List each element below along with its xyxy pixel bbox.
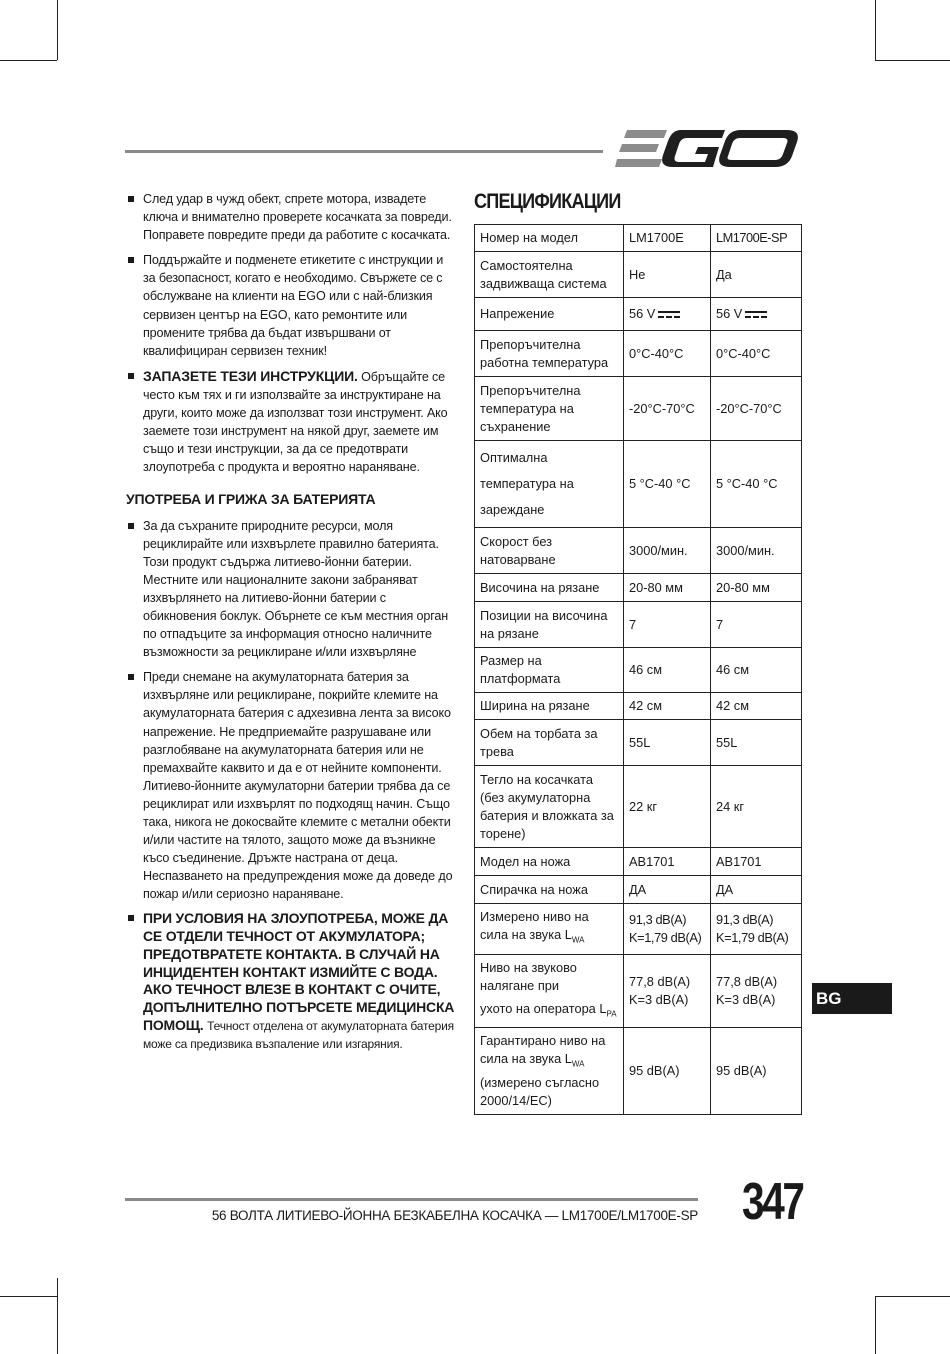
crop-mark [57, 0, 58, 60]
bullet-text: Течност отделена от акумулаторната батерия може са предизвика възпаление или изгаряния. [143, 1018, 454, 1052]
spec-label-line: Оптимална [480, 450, 548, 465]
subscript: WA [571, 935, 585, 945]
spec-value: 24 кг [711, 766, 802, 848]
spec-value-line: 91,3 dB(A) [629, 911, 687, 927]
spec-label [475, 1028, 624, 1115]
spec-value-line: 91,3 dB(A) [716, 911, 774, 927]
spec-value: ДА [711, 876, 802, 904]
spec-label-text: Измерено ниво на сила на звука L [480, 909, 589, 942]
spec-value-line: K=1,79 dB(A) [629, 929, 702, 945]
table-row [475, 377, 802, 441]
crop-mark [0, 60, 57, 61]
bullet-text: Поддържайте и подменете етикетите с инструкции и за безопасност, когато е необходимо. Свържете се с обслужване на клиенти на EGO или с най-близкия сервизен център на EGO, като ремонтите или промените трябва да бъдат извършвани от квалифициран сервизен техник! [143, 253, 444, 358]
spec-value: 0°C-40°C [711, 331, 802, 377]
spec-label-line: зареждане [480, 502, 545, 517]
spec-value: 55L [711, 720, 802, 766]
table-row [475, 954, 802, 1028]
spec-value: 5 °C-40 °C [624, 441, 711, 528]
table-row [475, 876, 802, 904]
spec-title: СПЕЦИФИКАЦИИ [474, 190, 621, 213]
spec-label [475, 954, 624, 1028]
spec-label: Спирачка на ножа [475, 876, 624, 904]
voltage-text: 56 V [716, 306, 743, 321]
table-row [475, 574, 802, 602]
spec-value: ДА [624, 876, 711, 904]
crop-mark [875, 1296, 950, 1297]
spec-value [711, 298, 802, 331]
spec-label-line: температура на [480, 476, 574, 491]
spec-label: Позиции на височина на рязане [475, 602, 624, 648]
bullet-text: За да съхраните природните ресурси, моля рециклирайте или изхвърлете правилно батерията. Този продукт съдържа литиево-йонни батерии. Местните или националните закони забраняват изхвърлянето на литиево-йонни батерии с обикновения боклук. Обърнете се към местния орган по отпадъците за информация относно наличните възможности за рециклиране и/или изхвърляне [143, 518, 449, 660]
spec-label: Препоръчителна работна температура [475, 331, 624, 377]
crop-mark [57, 1278, 58, 1354]
spec-label: Ширина на рязане [475, 693, 624, 720]
spec-label: Номер на модел [475, 225, 624, 252]
spec-value: AB1701 [624, 848, 711, 876]
spec-value: 55L [624, 720, 711, 766]
spec-value-line: K=1,79 dB(A) [716, 929, 789, 945]
spec-value [711, 954, 802, 1028]
spec-value: 20-80 мм [711, 574, 802, 602]
subscript: PA [606, 1009, 617, 1019]
footer-rule [125, 1198, 698, 1201]
bullet-heading: ПРИ УСЛОВИЯ НА ЗЛОУПОТРЕБА, МОЖЕ ДА СЕ ОТДЕЛИ ТЕЧНОСТ ОТ АКУМУЛАТОРА; ПРЕДОТВРАТЕТЕ КОНТАКТА. В СЛУЧАЙ НА ИНЦИДЕНТЕН КОНТАКТ ИЗМИЙТЕ С ВОДА. АКО ТЕЧНОСТ ВЛЕЗЕ В КОНТАКТ С ОЧИТЕ, ДОПЪЛНИТЕЛНО ПОТЪРСЕТЕ МЕДИЦИНСКА ПОМОЩ. [143, 910, 455, 1033]
table-row [475, 648, 802, 693]
spec-value [624, 904, 711, 955]
spec-label: Тегло на косачката (без акумулаторна батерия и вложката за торене) [475, 766, 624, 848]
table-row [475, 298, 802, 331]
spec-value: 46 см [624, 648, 711, 693]
spec-value-line: 77,8 dB(A) [629, 973, 691, 989]
spec-label: Напрежение [475, 298, 624, 331]
voltage-text: 56 V [629, 306, 656, 321]
crop-mark [875, 1296, 876, 1354]
spec-value [624, 954, 711, 1028]
spec-value: 3000/мин. [624, 528, 711, 574]
spec-value: AB1701 [711, 848, 802, 876]
spec-label-line: (измерено съгласно 2000/14/EC) [480, 1074, 600, 1108]
list-item [126, 251, 456, 360]
left-column [126, 190, 456, 1061]
spec-label: Препоръчителна температура на съхранение [475, 377, 624, 441]
spec-label [475, 904, 624, 955]
bullet-square-icon [128, 373, 134, 379]
spec-value: 46 см [711, 648, 802, 693]
spec-table [474, 224, 802, 1115]
spec-label-text: ухото на оператора L [480, 1000, 607, 1016]
footer-text: 56 ВОЛТА ЛИТИЕВО-ЙОННА БЕЗКАБЕЛНА КОСАЧКА — LM1700E/LM1700E-SP [211, 1208, 698, 1223]
header-rule [125, 150, 603, 153]
table-row [475, 441, 802, 528]
table-row [475, 848, 802, 876]
bullet-heading: ЗАПАЗЕТЕ ТЕЗИ ИНСТРУКЦИИ. [143, 367, 358, 384]
crop-mark [875, 0, 876, 60]
spec-label: Скорост без натоварване [475, 528, 624, 574]
bullet-text: Преди снемане на акумулаторната батерия за изхвърляне или рециклиране, покрийте клемите на акумулаторната батерия с адхезивна лента за високо напрежение. Не предприемайте разрушаване или разглобяване на акумулаторната батерия или не премахвайте каквито и да е от нейните компоненти. Литиево-йонните акумулаторни батерии трябва да се рециклират или изхвърлят по подходящ начин. Също така, никога не докосвайте клемите с метални обекти и/или частите на тялото, защото може да възникне късо съединение. Дръжте настрана от деца. Неспазването на предупреждения може да доведе до пожар и/или сериозно нараняване. [143, 670, 453, 902]
crop-mark [875, 60, 950, 61]
spec-value-line: 77,8 dB(A) [716, 973, 778, 989]
spec-value: Да [711, 252, 802, 298]
spec-value [624, 298, 711, 331]
spec-value: Не [624, 252, 711, 298]
dc-current-icon [745, 311, 767, 319]
spec-value: -20°C-70°C [711, 377, 802, 441]
spec-value: 95 dB(A) [711, 1028, 802, 1115]
list-item [126, 910, 456, 1054]
spec-value: 42 см [624, 693, 711, 720]
bullet-square-icon [128, 257, 134, 263]
spec-value: 95 dB(A) [624, 1028, 711, 1115]
table-row [475, 904, 802, 955]
spec-value: LM1700E [624, 225, 711, 252]
spec-label-line: Ниво на звуково налягане при [480, 959, 577, 993]
bullet-text: Обръщайте се често към тях и ги използвайте за инструктиране на други, които може да използват този инструмент. Ако заемете този инструмент на някой друг, заемете им също и тези инструкции, за да се предотврати злоупотреба с продукта и вероятно нараняване. [143, 369, 448, 475]
dc-current-icon [658, 311, 680, 319]
list-item [126, 517, 456, 662]
spec-value: 5 °C-40 °C [711, 441, 802, 528]
table-row [475, 720, 802, 766]
spec-value-line: K=3 dB(A) [716, 991, 776, 1007]
spec-value: 20-80 мм [624, 574, 711, 602]
subscript: WA [571, 1059, 585, 1069]
spec-label: Обем на торбата за трева [475, 720, 624, 766]
language-tab: BG [812, 983, 892, 1014]
spec-value: LM1700E-SP [711, 225, 802, 252]
spec-label-text: Гарантирано ниво на сила на звука L [480, 1033, 606, 1067]
table-row [475, 602, 802, 648]
bullet-text: След удар в чужд обект, спрете мотора, извадете ключа и внимателно проверете косачката за повреди. Поправете повредите преди да работите с косачката. [143, 192, 452, 243]
bullet-square-icon [128, 915, 134, 921]
list-item [126, 668, 456, 903]
page-number: 347 [742, 1173, 803, 1231]
spec-label: Самостоятелна задвижваща система [475, 252, 624, 298]
spec-label: Модел на ножа [475, 848, 624, 876]
spec-value: -20°C-70°C [624, 377, 711, 441]
table-row [475, 528, 802, 574]
spec-label [475, 441, 624, 528]
list-item [126, 367, 456, 477]
spec-value: 7 [624, 602, 711, 648]
table-row [475, 1028, 802, 1115]
spec-value: 3000/мин. [711, 528, 802, 574]
spec-value: 7 [711, 602, 802, 648]
spec-value: 0°C-40°C [624, 331, 711, 377]
spec-label: Размер на платформата [475, 648, 624, 693]
bullet-square-icon [128, 674, 134, 680]
ego-logo [615, 126, 801, 174]
crop-mark [0, 1296, 57, 1297]
bullet-square-icon [128, 523, 134, 529]
section-title: УПОТРЕБА И ГРИЖА ЗА БАТЕРИЯТА [126, 491, 376, 508]
bullet-square-icon [128, 196, 134, 202]
spec-value: 42 см [711, 693, 802, 720]
spec-label-line [480, 1032, 618, 1074]
list-item [126, 190, 456, 244]
spec-value: 22 кг [624, 766, 711, 848]
spec-value-line: K=3 dB(A) [629, 991, 689, 1007]
spec-value [711, 904, 802, 955]
spec-label: Височина на рязане [475, 574, 624, 602]
spec-label-line [480, 1000, 618, 1024]
table-row [475, 252, 802, 298]
table-row [475, 766, 802, 848]
table-row [475, 693, 802, 720]
table-row [475, 331, 802, 377]
table-row [475, 225, 802, 252]
